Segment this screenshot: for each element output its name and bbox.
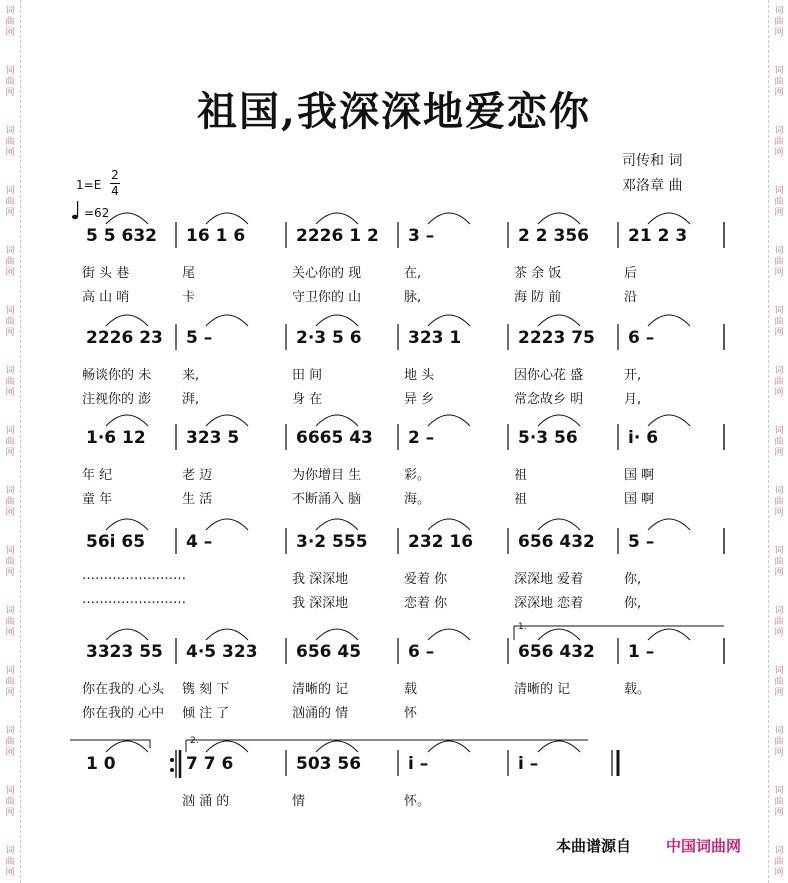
slur-arc [316,629,358,640]
repeat-dot-bottom [170,768,174,772]
slur-arc [106,519,148,530]
watermark-char: 网 [774,268,784,278]
watermark-char: 词 [774,6,784,16]
watermark-char: 网 [774,148,784,158]
watermark-char: 曲 [774,737,784,747]
note-group: 6 – [408,642,435,662]
tempo-marking: =62 [84,206,110,220]
volta-label: 2. [190,736,199,746]
note-group: 56i 65 [86,532,146,552]
watermark-char: 网 [5,808,15,818]
watermark-char: 词 [774,666,784,676]
watermark-char: 曲 [774,137,784,147]
watermark-char: 词 [5,786,15,796]
watermark-char: 词 [774,306,784,316]
watermark-char: 词 [774,126,784,136]
watermark-char: 曲 [774,77,784,87]
lyric-line-1: 彩。 [404,468,431,483]
slur-arc [538,415,580,426]
source-label: 本曲谱源自 [556,837,632,855]
lyric-line-2: 脉, [404,290,422,305]
lyric-line-2: …………………… [82,592,186,607]
note-group: 16 1 6 [186,226,246,246]
watermark-char: 词 [774,546,784,556]
lyric-line-1: 载 [404,682,418,697]
watermark-char: 曲 [774,857,784,867]
lyric-line-2: 湃, [182,392,200,407]
slur-arc [428,741,470,752]
watermark-char: 网 [774,868,784,878]
lyric-line-1: 怀。 [404,794,431,809]
watermark-char: 词 [5,666,15,676]
watermark-char: 网 [5,268,15,278]
watermark-char: 词 [774,726,784,736]
lyricist-credit: 司传和 词 [622,153,683,169]
slur-arc [538,315,580,326]
time-sig-top: 2 [111,168,119,182]
watermark-char: 网 [774,88,784,98]
watermark-char: 网 [5,328,15,338]
lyric-line-2: 国 啊 [624,492,655,507]
slur-arc [538,213,580,224]
watermark-char: 曲 [5,317,15,327]
lyric-line-1: 为你增目 生 [292,468,362,483]
lyric-line-2: 月, [624,392,642,407]
slur-arc [206,315,248,326]
lyric-line-1: 在, [404,266,422,281]
note-group: i – [408,754,429,774]
lyric-line-1: 年 纪 [82,468,113,483]
note-group: 4·5 323 [186,642,258,662]
lyric-line-2: 祖 [514,492,528,507]
watermark-char: 曲 [5,557,15,567]
watermark-char: 网 [774,448,784,458]
note-group: 1·6 12 [86,428,146,448]
watermark-char: 曲 [5,497,15,507]
slur-arc [428,415,470,426]
watermark-char: 曲 [5,437,15,447]
watermark-char: 曲 [774,677,784,687]
lyric-line-2: 异 乡 [404,392,435,407]
composer-credit: 邓洛章 曲 [622,178,683,194]
note-group: i· 6 [628,428,659,448]
lyric-line-1: 你, [624,572,642,587]
lyric-line-1: 清晰的 记 [292,682,349,697]
lyric-line-1: 田 间 [292,368,323,383]
watermark-char: 词 [5,486,15,496]
watermark-char: 词 [774,786,784,796]
watermark-char: 词 [5,546,15,556]
watermark-char: 曲 [5,17,15,27]
lyric-line-2: 常念故乡 明 [514,392,584,407]
note-group: 2 2 356 [518,226,589,246]
watermark-char: 词 [774,246,784,256]
slur-arc [648,519,690,530]
note-group: 5 – [186,328,213,348]
watermark-char: 网 [5,628,15,638]
slur-arc [648,213,690,224]
watermark-char: 词 [5,66,15,76]
lyric-line-1: 祖 [514,468,528,483]
slur-arc [106,741,148,752]
watermark-char: 曲 [774,197,784,207]
note-group: 5·3 56 [518,428,578,448]
watermark-char: 曲 [774,557,784,567]
lyric-line-2: 童 年 [82,492,113,507]
slur-arc [316,213,358,224]
song-title: 祖国,我深深地爱恋你 [197,88,591,135]
watermark-char: 网 [774,628,784,638]
slur-arc [648,629,690,640]
lyric-line-1: 后 [624,266,638,281]
watermark-char: 网 [774,28,784,38]
slur-arc [428,519,470,530]
watermark-char: 词 [774,486,784,496]
watermark-char: 网 [774,388,784,398]
watermark-char: 网 [5,28,15,38]
lyric-line-1: 畅谈你的 未 [82,368,152,383]
lyric-line-1: 深深地 爱着 [514,572,584,587]
lyric-line-2: 卡 [182,290,196,305]
watermark-char: 网 [774,508,784,518]
watermark-char: 词 [5,606,15,616]
lyric-line-1: 清晰的 记 [514,682,571,697]
slur-arc [428,213,470,224]
slur-arc [648,315,690,326]
slur-arc [106,629,148,640]
note-group: 2223 75 [518,328,595,348]
watermark-char: 词 [5,246,15,256]
watermark-char: 词 [5,366,15,376]
site-name[interactable]: 中国词曲网 [666,837,742,855]
lyric-line-1: 街 头 巷 [82,266,130,281]
watermark-char: 词 [5,846,15,856]
watermark-char: 曲 [5,377,15,387]
watermark-char: 曲 [5,197,15,207]
slur-arc [206,741,248,752]
watermark-char: 词 [5,306,15,316]
watermark-char: 网 [5,388,15,398]
slur-arc [316,741,358,752]
note-group: 2226 1 2 [296,226,379,246]
watermark-char: 词 [774,426,784,436]
lyric-line-1: …………………… [82,568,186,583]
lyric-line-2: 注视你的 澎 [82,392,152,407]
lyric-line-2: 我 深深地 [292,596,349,611]
lyric-line-1: 爱着 你 [404,572,448,587]
lyric-line-1: 载。 [624,682,651,697]
note-group: 2226 23 [86,328,163,348]
lyric-line-1: 因你心花 盛 [514,368,584,383]
note-group: 323 1 [408,328,462,348]
watermark-char: 词 [774,606,784,616]
watermark-char: 词 [5,6,15,16]
watermark-char: 曲 [774,317,784,327]
slur-arc [106,213,148,224]
watermark-char: 曲 [5,257,15,267]
watermark-char: 网 [5,148,15,158]
note-group: 21 2 3 [628,226,688,246]
note-group: 4 – [186,532,213,552]
watermark-char: 曲 [5,677,15,687]
note-group: 6 – [628,328,655,348]
lyric-line-1: 老 迈 [182,468,213,483]
lyric-line-1: 开, [624,368,642,383]
watermark-char: 网 [774,208,784,218]
slur-arc [648,415,690,426]
slur-arc [316,415,358,426]
note-group: 5 – [628,532,655,552]
lyric-line-2: 沿 [624,290,638,305]
lyric-line-2: 海。 [404,492,431,507]
lyric-line-1: 茶 余 饭 [514,266,562,281]
watermark-char: 曲 [5,737,15,747]
lyric-line-1: 尾 [182,266,196,281]
lyric-line-2: 你, [624,596,642,611]
lyric-line-1: 我 深深地 [292,572,349,587]
watermark-char: 词 [774,66,784,76]
lyric-line-1: 镌 刻 下 [182,682,230,697]
note-group: 7 7 6 [186,754,234,774]
note-group: i – [518,754,539,774]
repeat-dot-top [170,758,174,762]
lyric-line-2: 怀 [404,706,418,721]
slur-arc [538,519,580,530]
lyric-line-2: 身 在 [292,392,323,407]
note-group: 3·2 555 [296,532,368,552]
watermark-char: 词 [5,426,15,436]
note-group: 503 56 [296,754,362,774]
watermark-char: 曲 [774,257,784,267]
note-group: 3323 55 [86,642,163,662]
watermark-char: 曲 [5,797,15,807]
lyric-line-2: 生 活 [182,492,213,507]
watermark-char: 词 [5,186,15,196]
watermark-char: 曲 [774,437,784,447]
slur-arc [106,415,148,426]
lyric-line-2: 恋着 你 [404,596,448,611]
lyric-line-1: 你在我的 心头 [82,682,165,697]
watermark-char: 网 [5,208,15,218]
watermark-char: 网 [5,688,15,698]
slur-arc [106,315,148,326]
note-group: 656 432 [518,532,595,552]
lyric-line-2: 深深地 恋着 [514,596,584,611]
volta-label: 1. [518,622,527,632]
lyric-line-1: 国 啊 [624,468,655,483]
watermark-char: 网 [5,508,15,518]
watermark-char: 网 [774,808,784,818]
slur-arc [316,315,358,326]
note-group: 1 – [628,642,655,662]
note-group: 6665 43 [296,428,373,448]
lyric-line-1: 情 [292,794,306,809]
lyric-line-1: 汹 涌 的 [182,794,230,809]
slur-arc [428,629,470,640]
watermark-char: 曲 [774,497,784,507]
slur-arc [206,519,248,530]
watermark-char: 网 [774,568,784,578]
watermark-char: 网 [5,448,15,458]
lyric-line-2: 海 防 前 [514,290,562,305]
note-group: 1 0 [86,754,116,774]
note-group: 2 – [408,428,435,448]
slur-arc [538,629,580,640]
lyric-line-2: 高 山 哨 [82,290,130,305]
key-signature: 1=E [76,178,102,192]
slur-arc [206,213,248,224]
slur-arc [428,315,470,326]
watermark-char: 网 [5,868,15,878]
watermark-char: 曲 [5,617,15,627]
watermark-char: 曲 [5,77,15,87]
watermark-char: 网 [5,748,15,758]
lyric-line-2: 你在我的 心中 [82,706,165,721]
lyric-line-1: 来, [182,368,200,383]
lyric-line-2: 守卫你的 山 [292,290,362,305]
watermark-char: 词 [5,726,15,736]
lyric-line-1: 地 头 [404,368,435,383]
watermark-char: 网 [774,688,784,698]
slur-arc [538,741,580,752]
slur-arc [206,629,248,640]
watermark-char: 词 [774,186,784,196]
note-group: 656 45 [296,642,362,662]
time-sig-bottom: 4 [111,184,119,198]
note-group: 656 432 [518,642,595,662]
watermark-char: 网 [774,748,784,758]
watermark-char: 网 [774,328,784,338]
note-group: 323 5 [186,428,240,448]
lyric-line-2: 倾 注 了 [182,706,230,721]
slur-arc [206,415,248,426]
note-group: 3 – [408,226,435,246]
note-group: 2·3 5 6 [296,328,362,348]
watermark-char: 曲 [5,137,15,147]
watermark-char: 网 [5,88,15,98]
note-group: 232 16 [408,532,474,552]
note-group: 5 5 632 [86,226,157,246]
watermark-char: 词 [774,366,784,376]
lyric-line-1: 关心你的 现 [292,266,362,281]
watermark-char: 词 [774,846,784,856]
watermark-char: 曲 [774,617,784,627]
watermark-char: 曲 [5,857,15,867]
watermark-char: 词 [5,126,15,136]
lyric-line-2: 不断涌入 脑 [292,492,362,507]
watermark-char: 曲 [774,17,784,27]
lyric-line-2: 汹涌的 情 [292,706,349,721]
slur-arc [316,519,358,530]
watermark-char: 网 [5,568,15,578]
watermark-char: 曲 [774,377,784,387]
watermark-char: 曲 [774,797,784,807]
